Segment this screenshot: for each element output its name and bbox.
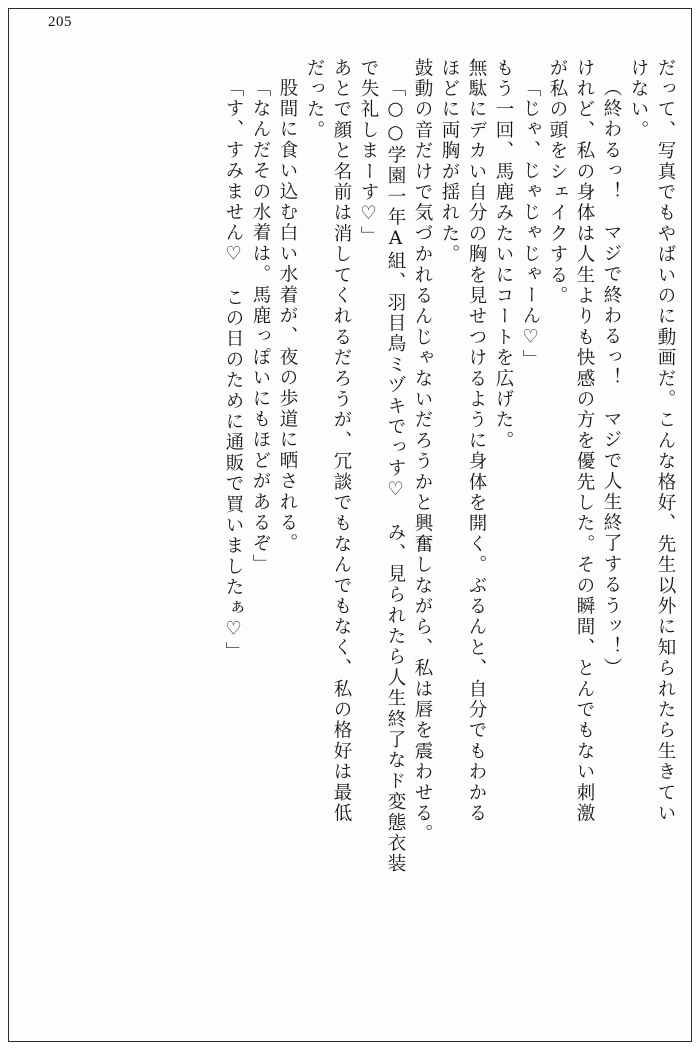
text-line: ほどに両胸が揺れた。	[439, 58, 460, 265]
text-line: 股間に食い込む白い水着が、夜の歩道に晒される。	[277, 78, 298, 555]
text-line: もう一回、馬鹿みたいにコートを広げた。	[493, 58, 514, 452]
text-line: けれど、私の身体は人生よりも快感の方を優先した。その瞬間、とんでもない刺激	[574, 58, 595, 824]
text-line: が私の頭をシェイクする。	[547, 58, 568, 307]
text-line: で失礼しまーす♡」	[358, 58, 379, 247]
text-line: けない。	[628, 58, 649, 141]
text-line: 「す、すみません♡ この日のために通販で買いましたぁ♡」	[223, 78, 244, 663]
text-line: だって、写真でもやばいのに動画だ。こんな格好、先生以外に知られたら生きてい	[655, 58, 676, 824]
text-line: 鼓動の音だけで気づかれるんじゃないだろうかと興奮しながら、私は唇を震わせる。	[412, 58, 433, 845]
vertical-text-body	[20, 58, 674, 1026]
text-line: 「じゃ、じゃじゃじゃーん♡」	[520, 78, 541, 371]
text-line: だった。	[304, 58, 325, 141]
text-line: あとで顔と名前は消してくれるだろうが、冗談でもなんでもなく、私の格好は最低	[331, 58, 352, 824]
text-line: （終わるっ！ マジで終わるっ！ マジで人生終了するうッ！）	[601, 78, 622, 679]
text-line: 無駄にデカい自分の胸を見せつけるように身体を開く。ぶるんと、自分でもわかる	[466, 58, 487, 824]
page-number: 205	[48, 14, 72, 30]
text-line: 「○○学園一年A組、羽目鳥ミヅキでっす♡ み、見られたら人生終了なド変態衣装	[385, 78, 406, 875]
text-line: 「なんだその水着は。馬鹿っぽいにもほどがあるぞ」	[250, 78, 271, 575]
